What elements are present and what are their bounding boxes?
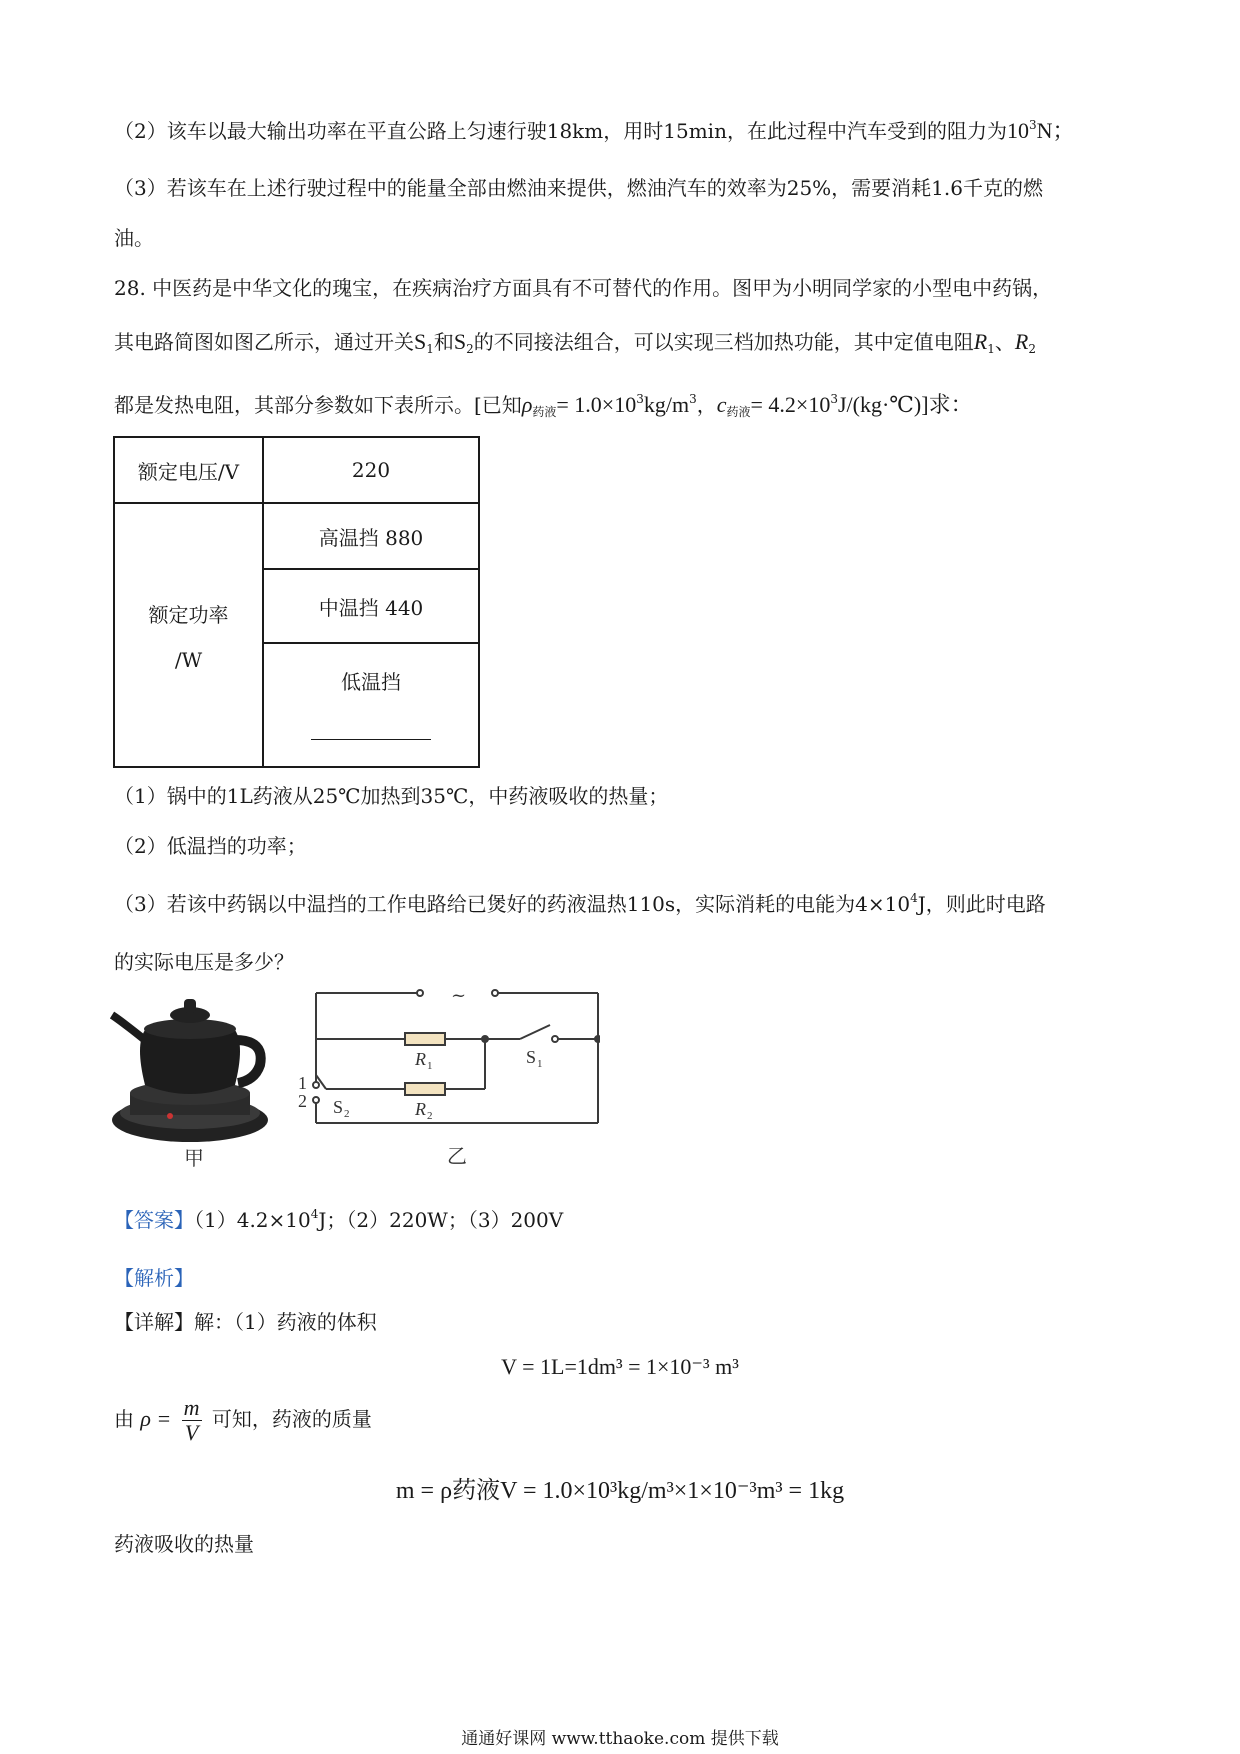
q28-intro: 28. 中医药是中华文化的瑰宝，在疾病治疗方面具有不可替代的作用。图甲为小明同学家的小型电中药锅， — [114, 276, 1053, 300]
s2-label: S — [333, 1097, 344, 1117]
circuit-diagram — [313, 990, 600, 1123]
r2-subscript: 2 — [427, 1110, 433, 1122]
sub-question-1: （1）锅中的1L药液从25℃加热到35℃，中药液吸收的热量； — [114, 784, 669, 808]
low-power: 低温挡 — [263, 643, 479, 767]
medicine-pot-image — [112, 999, 268, 1142]
voltage-label: 额定电压/V — [114, 437, 263, 503]
s1-label: S — [526, 1047, 537, 1067]
parameter-table — [113, 436, 480, 768]
mid-power: 中温挡 440 — [263, 569, 479, 643]
r1-label: R — [415, 1049, 426, 1069]
q27-part3-end: 油。 — [114, 226, 154, 250]
sub-question-3-end: 的实际电压是多少？ — [114, 950, 294, 974]
fraction-m-over-v: $\frac{m}{V}$ — [183, 1395, 200, 1446]
label-jia: 甲 — [184, 1146, 204, 1170]
contact-2-label: 2 — [298, 1091, 307, 1111]
answer-line: 【答案】$(1)4.2\times 10^4J$；（2）220W；（3）200V — [114, 1207, 564, 1232]
s1-subscript: 1 — [537, 1058, 543, 1070]
equation-mass: m = ρ药液V = 1.0×10³kg/m³×1×10⁻³m³ = 1kg — [395, 1478, 845, 1504]
heat-absorbed-line: 药液吸收的热量 — [114, 1532, 254, 1556]
r1-subscript: 1 — [427, 1060, 433, 1072]
q28-known-values: 都是发热电阻，其部分参数如下表所示。[已知$\rho_{药液}= 1.0\times 10^3kg/m^3$，$c_{药液}=$ $4.2\times 10^3J/(kg\cdot℃)$]求： — [114, 392, 973, 419]
high-power: 高温挡 880 — [263, 503, 479, 569]
ac-source-label: ~ — [451, 985, 467, 1006]
sub-question-2: （2）低温挡的功率； — [114, 834, 307, 858]
q27-part2: （2）该车以最大输出功率在平直公路上匀速行驶18km，用时15min，在此过程中汽车受到的阻力为$10^3N$； — [114, 118, 1075, 143]
power-label: 额定功率 /W — [114, 503, 263, 767]
equation-volume: V = 1L=1dm³ = 1×10⁻³ m³ — [501, 1354, 739, 1379]
label-yi: 乙 — [447, 1144, 467, 1168]
detail-line: 【详解】解：（1）药液的体积 — [114, 1310, 377, 1334]
density-formula-line: 由 ρ = $\frac{m}{V}$ 可知，药液的质量 — [114, 1395, 372, 1446]
analysis-tag: 【解析】 — [114, 1266, 194, 1290]
sub-question-3: （3）若该中药锅以中温挡的工作电路给已煲好的药液温热110s，实际消耗的电能为$4\times 10^4J$，则此时电路 — [114, 891, 1046, 916]
footer: 通通好课网 www.tthaoke.com 提供下载 — [461, 1729, 779, 1749]
voltage-value: 220 — [263, 437, 479, 503]
contact-1-label: 1 — [298, 1073, 307, 1093]
answer-blank — [311, 715, 431, 740]
q28-circuit-desc: 其电路简图如图乙所示，通过开关$S_1$和$S_2$的不同接法组合，可以实现三档加热功能，其中定值电阻$R_1$、$R_2$ — [114, 329, 1036, 356]
q27-part3: （3）若该车在上述行驶过程中的能量全部由燃油来提供，燃油汽车的效率为25%，需要消耗1.6千克的燃 — [114, 176, 1043, 200]
s2-subscript: 2 — [344, 1108, 350, 1120]
figures — [110, 985, 600, 1170]
r2-label: R — [415, 1099, 426, 1119]
